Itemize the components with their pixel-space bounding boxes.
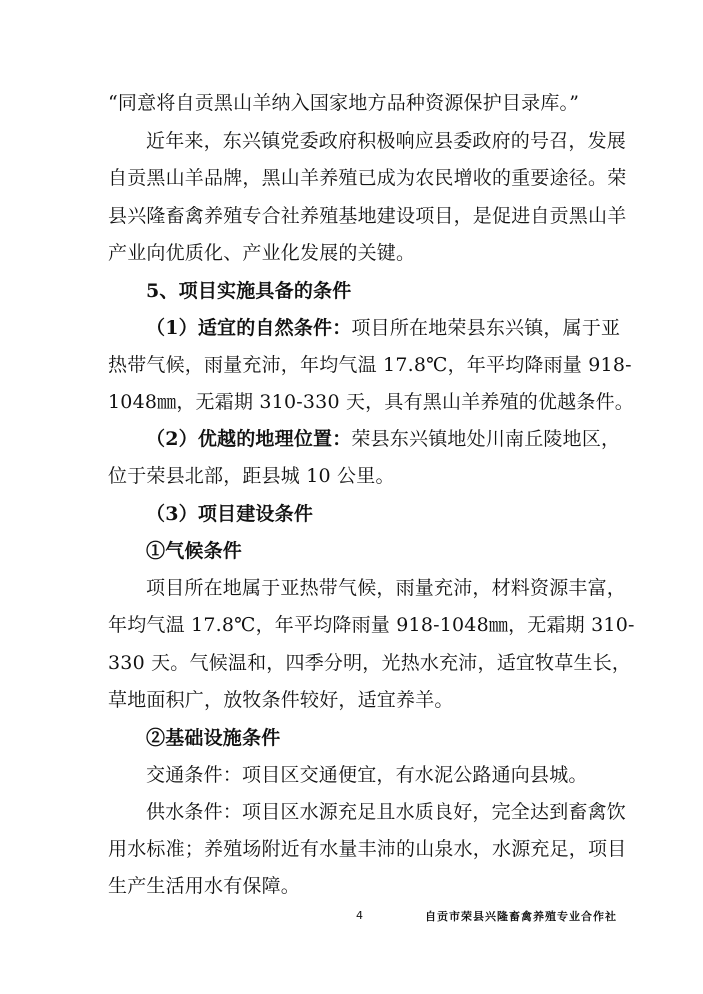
subsection-label: （2）优越的地理位置： [146,428,352,450]
paragraph-line: 交通条件：项目区交通便宜，有水泥公路通向县城。 [146,764,588,786]
subsection-heading: （3）项目建设条件 [146,503,314,525]
paragraph-line: 1048㎜，无霜期 310-330 天，具有黑山羊养殖的优越条件。 [108,391,634,413]
paragraph-line: 年均气温 17.8℃，年平均降雨量 918-1048㎜，无霜期 310- [108,614,635,636]
paragraph-line [146,316,646,340]
paragraph-line: 位于荣县北部，距县城 10 公里。 [108,465,395,487]
paragraph-line: 产业向优质化、产业化发展的关键。 [108,242,416,264]
paragraph-line: 生产生活用水有保障。 [108,875,301,897]
item-heading: ②基础设施条件 [146,727,281,749]
paragraph-line: 供水条件：项目区水源充足且水质良好，完全达到畜禽饮 [146,801,627,823]
quote-line: “同意将自贡黑山羊纳入国家地方品种资源保护目录库。” [108,92,580,114]
paragraph-line: 330 天。气候温和，四季分明，光热水充沛，适宜牧草生长， [108,652,632,674]
paragraph-line: 县兴隆畜禽养殖专合社养殖基地建设项目，是促进自贡黑山羊 [108,205,627,227]
subsection-label: （1）适宜的自然条件： [146,317,352,339]
paragraph-line [146,427,646,451]
section-heading: 5、项目实施具备的条件 [146,280,352,302]
paragraph-line: 项目所在地属于亚热带气候，雨量充沛，材料资源丰富， [146,577,627,599]
subsection-text: 项目所在地荣县东兴镇，属于亚 [351,317,621,339]
paragraph-line: 用水标准；养殖场附近有水量丰沛的山泉水，水源充足，项目 [108,838,627,860]
paragraph-line: 热带气候，雨量充沛，年均气温 17.8℃，年平均降雨量 918- [108,354,632,376]
subsection-text: 荣县东兴镇地处川南丘陵地区， [351,428,621,450]
paragraph-line: 近年来，东兴镇党委政府积极响应县委政府的号召，发展 [146,130,627,152]
item-heading: ①气候条件 [146,540,243,562]
footer-organization: 自贡市荣县兴隆畜禽养殖专业合作社 [425,910,617,923]
paragraph-line: 草地面积广，放牧条件较好，适宜养羊。 [108,689,454,711]
page-number: 4 [356,909,363,922]
paragraph-line: 自贡黑山羊品牌，黑山羊养殖已成为农民增收的重要途径。荣 [108,167,627,189]
